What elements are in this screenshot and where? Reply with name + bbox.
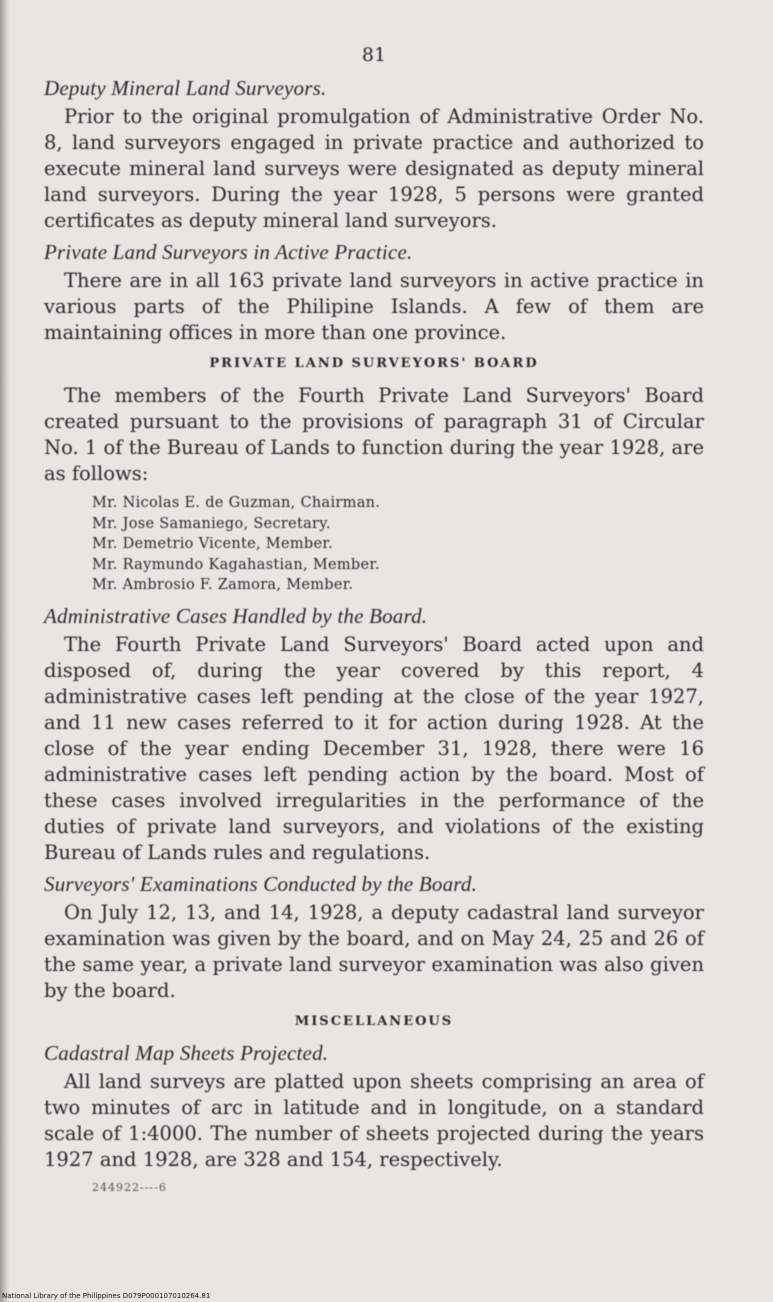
printer-plate-code: 244922----6	[92, 1180, 167, 1194]
paragraph-administrative-cases: The Fourth Private Land Surveyors' Board acted upon and disposed of, during the year covered by this report, 4 administrative cases left pending at the close of the year 1927, and 11 new cases referred to it for action during 1928. At the close of the year ending December 31, 1928, there were 16 administrative cases left pending action by the board. Most of these cases involved irregularities in the performance of the duties of private land surveyors, and violations of the existing Bureau of Lands rules and regulations.	[44, 632, 704, 864]
paragraph-cadastral-map-sheets: All land surveys are platted upon sheets comprising an area of two minutes of arc in latitude and in longitude, on a standard scale of 1:4000. The number of sheets projected during the years 1927 and 1928, are 328 and 154, respectively.	[44, 1069, 704, 1171]
heading-private-land-surveyors: Private Land Surveyors in Active Practice.	[44, 240, 413, 264]
book-spine-shadow	[0, 0, 10, 1302]
heading-administrative-cases: Administrative Cases Handled by the Board.	[44, 603, 428, 628]
paragraph-private-land-surveyors: There are in all 163 private land surveyors in active practice in various parts of the Philipine Islands. A few of them are maintaining offices in more than one province.	[44, 269, 704, 344]
paragraph-board-members-intro: The members of the Fourth Private Land Surveyors' Board created pursuant to the provisions of paragraph 31 of Circular No. 1 of the Bureau of Lands to function during the year 1928, are as follows:	[44, 384, 704, 485]
heading-cadastral-map-sheets: Cadastral Map Sheets Projected.	[44, 1040, 329, 1065]
section-title-miscellaneous: MISCELLANEOUS	[294, 1013, 454, 1029]
board-members-list	[92, 493, 704, 596]
page-number: 81	[361, 44, 387, 66]
library-footer-caption: National Library of the Philippines D079P000107010264.81	[2, 1292, 211, 1300]
board-member: Mr. Raymundo Kagahastian, Member.	[92, 556, 380, 573]
board-member-secretary: Mr. Jose Samaniego, Secretary.	[92, 515, 331, 532]
section-title-surveyors-board: PRIVATE LAND SURVEYORS' BOARD	[209, 356, 539, 371]
paragraph-deputy-mineral-land-surveyors: Prior to the original promulgation of Administrative Order No. 8, land surveyors engaged in private practice and authorized to execute mineral land surveys were designated as deputy mineral land surveyors. During the year 1928, 5 persons were granted certificates as deputy mineral land surveyors.	[44, 105, 704, 232]
heading-deputy-mineral-land-surveyors: Deputy Mineral Land Surveyors.	[44, 76, 327, 100]
board-member: Mr. Ambrosio F. Zamora, Member.	[92, 577, 354, 594]
paragraph-surveyors-examinations: On July 12, 13, and 14, 1928, a deputy cadastral land surveyor examination was given by the board, and on May 24, 25 and 26 of the same year, a private land surveyor examination was also given by the board.	[44, 900, 704, 1002]
board-member-chairman: Mr. Nicolas E. de Guzman, Chairman.	[92, 495, 381, 511]
board-member: Mr. Demetrio Vicente, Member.	[92, 536, 333, 553]
heading-surveyors-examinations: Surveyors' Examinations Conducted by the Board.	[44, 871, 478, 896]
document-page	[44, 44, 704, 1194]
